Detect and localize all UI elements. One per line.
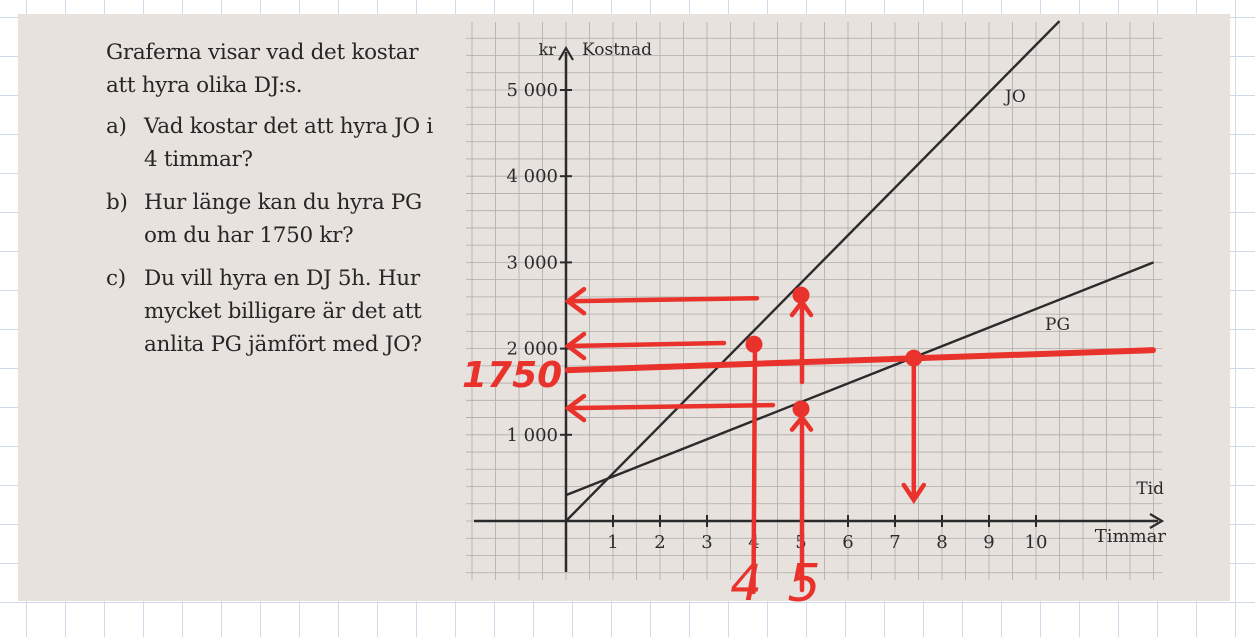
annotation-left-arrow: [568, 405, 773, 408]
x-tick-label: 9: [983, 532, 995, 553]
question-text: Vad kostar det att hyra JO i 4 timmar?: [144, 114, 433, 172]
annotation-dot: [793, 287, 810, 304]
series-line-jo: [566, 21, 1060, 521]
y-unit-label: kr: [538, 40, 556, 59]
annotation-line-1750: [568, 350, 1153, 370]
x-tick-label: 8: [936, 532, 948, 553]
annotation-left-arrow: [568, 343, 724, 346]
x-tick-label: 6: [842, 532, 854, 553]
annotation-dot: [905, 350, 922, 367]
exercise-intro: Graferna visar vad det kostar att hyra olika DJ:s.: [106, 40, 419, 98]
x-tick-label: 10: [1024, 532, 1048, 553]
annotation-label-4: 4: [730, 554, 762, 612]
question-label: a): [106, 114, 127, 139]
annotation-label-5: 5: [787, 554, 821, 614]
series-label-jo: JO: [1005, 87, 1026, 107]
x-tick-label: 3: [701, 532, 713, 553]
x-tick-label: 7: [889, 532, 901, 553]
y-tick-label: 4 000: [506, 166, 558, 188]
annotation-dot: [746, 336, 763, 353]
y-tick-label: 1 000: [506, 424, 558, 446]
y-tick-label: 5 000: [506, 80, 558, 101]
y-tick-label: 3 000: [506, 252, 558, 274]
series-line-pg: [566, 262, 1154, 495]
question-text: Du vill hyra en DJ 5h. Hur mycket billigare är det att anlita PG jämfört med JO?: [144, 266, 422, 357]
x-axis-label-top: Tid: [1136, 479, 1164, 499]
question-label: b): [106, 190, 128, 215]
y-axis-label: Kostnad: [582, 40, 653, 60]
x-tick-label: 2: [654, 532, 666, 553]
annotation-left-arrow: [568, 298, 757, 301]
question-label: c): [106, 266, 126, 291]
series-label-pg: PG: [1045, 315, 1071, 335]
x-axis-label: Timmar: [1094, 526, 1166, 547]
x-tick-label: 4: [748, 532, 760, 553]
question-text: Hur länge kan du hyra PG om du har 1750 kr?: [144, 190, 422, 248]
annotation-label-1750: 1750: [462, 355, 563, 396]
x-tick-label: 1: [607, 532, 619, 553]
annotation-dot: [793, 400, 810, 417]
x-tick-label: 5: [795, 532, 807, 553]
y-tick-label: 2 000: [506, 338, 558, 360]
